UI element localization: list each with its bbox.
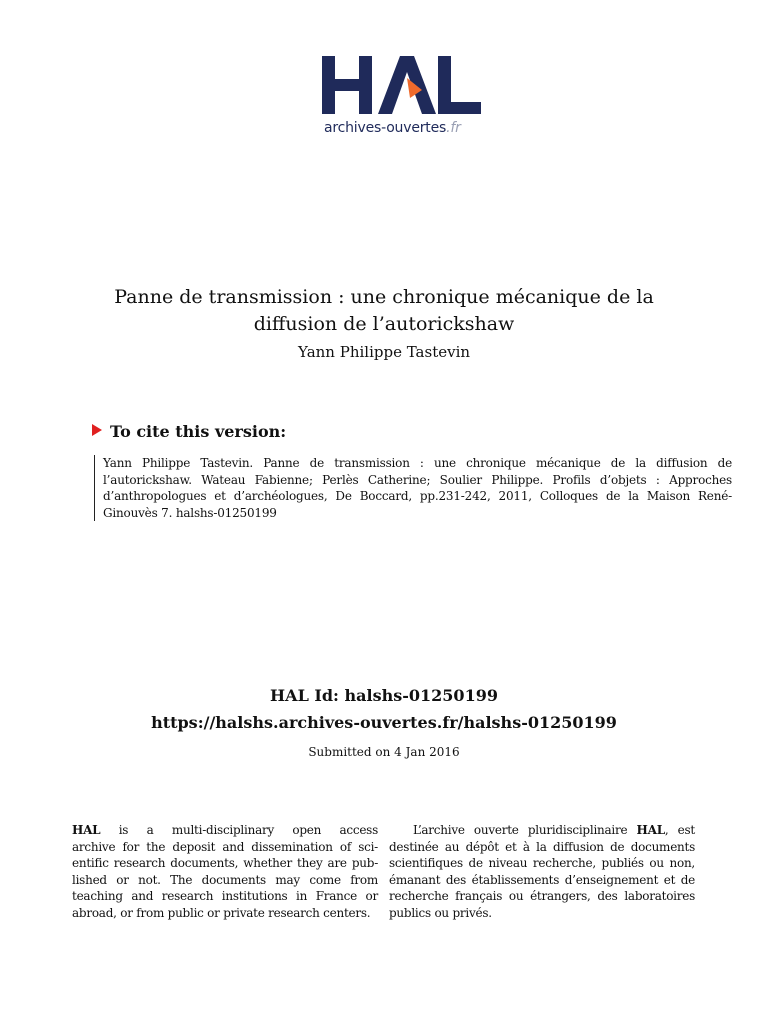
citation-line: l’autorickshaw. Wateau Fabienne; Perlès Catherine; Soulier Philippe. Profils d’objets : Approches xyxy=(103,472,732,487)
hal-bold-label: HAL xyxy=(72,823,101,837)
triangle-right-icon xyxy=(92,424,102,436)
title-line: diffusion de l’autorickshaw xyxy=(253,313,515,335)
document-title xyxy=(60,284,708,338)
cite-heading: To cite this version: xyxy=(92,422,286,441)
notice-line: publics ou privés. xyxy=(389,905,492,920)
document-author: Yann Philippe Tastevin xyxy=(297,343,471,361)
notice-line: abroad, or from public or private research centers. xyxy=(72,905,371,920)
citation-line: Ginouvès 7. halshs-01250199 xyxy=(103,505,277,520)
citation-block xyxy=(94,455,732,521)
notice-line: entific research documents, whether they are pub- xyxy=(72,856,378,871)
hal-bold-label: HAL xyxy=(636,823,665,837)
hal-logo-mark xyxy=(322,54,484,118)
citation-line: Yann Philippe Tastevin. Panne de transmission : une chronique mécanique de la diffusion de xyxy=(103,456,732,470)
hal-logo-subtitle: archives-ouvertes.fr xyxy=(324,120,461,136)
french-notice xyxy=(389,822,695,922)
submission-date: Submitted on 4 Jan 2016 xyxy=(308,745,460,759)
notice-line: archive for the deposit and dissemination of sci- xyxy=(72,839,378,854)
notice-line: HAL is a multi-disciplinary open access xyxy=(72,823,378,837)
title-line: Panne de transmission : une chronique mécanique de la xyxy=(114,286,654,308)
notice-line: émanant des établissements d’enseignement et de xyxy=(389,872,695,887)
citation-line: d’anthropologues et d’archéologues, De Boccard, pp.231-242, 2011, Colloques de la Maison René- xyxy=(103,489,732,504)
english-notice xyxy=(72,822,378,922)
document-url[interactable]: https://halshs.archives-ouvertes.fr/halshs-01250199 xyxy=(151,713,617,732)
notice-line: scientifiques de niveau recherche, publiés ou non, xyxy=(389,856,695,871)
hal-id: HAL Id: halshs-01250199 xyxy=(270,686,498,705)
notice-line: lished or not. The documents may come from xyxy=(72,872,378,887)
hal-logo xyxy=(322,54,484,140)
notice-line: recherche français ou étrangers, des laboratoires xyxy=(389,889,695,904)
notice-line: teaching and research institutions in France or xyxy=(72,889,378,904)
notice-line: destinée au dépôt et à la diffusion de documents xyxy=(389,839,695,854)
notice-line: L’archive ouverte pluridisciplinaire HAL, est xyxy=(413,823,695,837)
